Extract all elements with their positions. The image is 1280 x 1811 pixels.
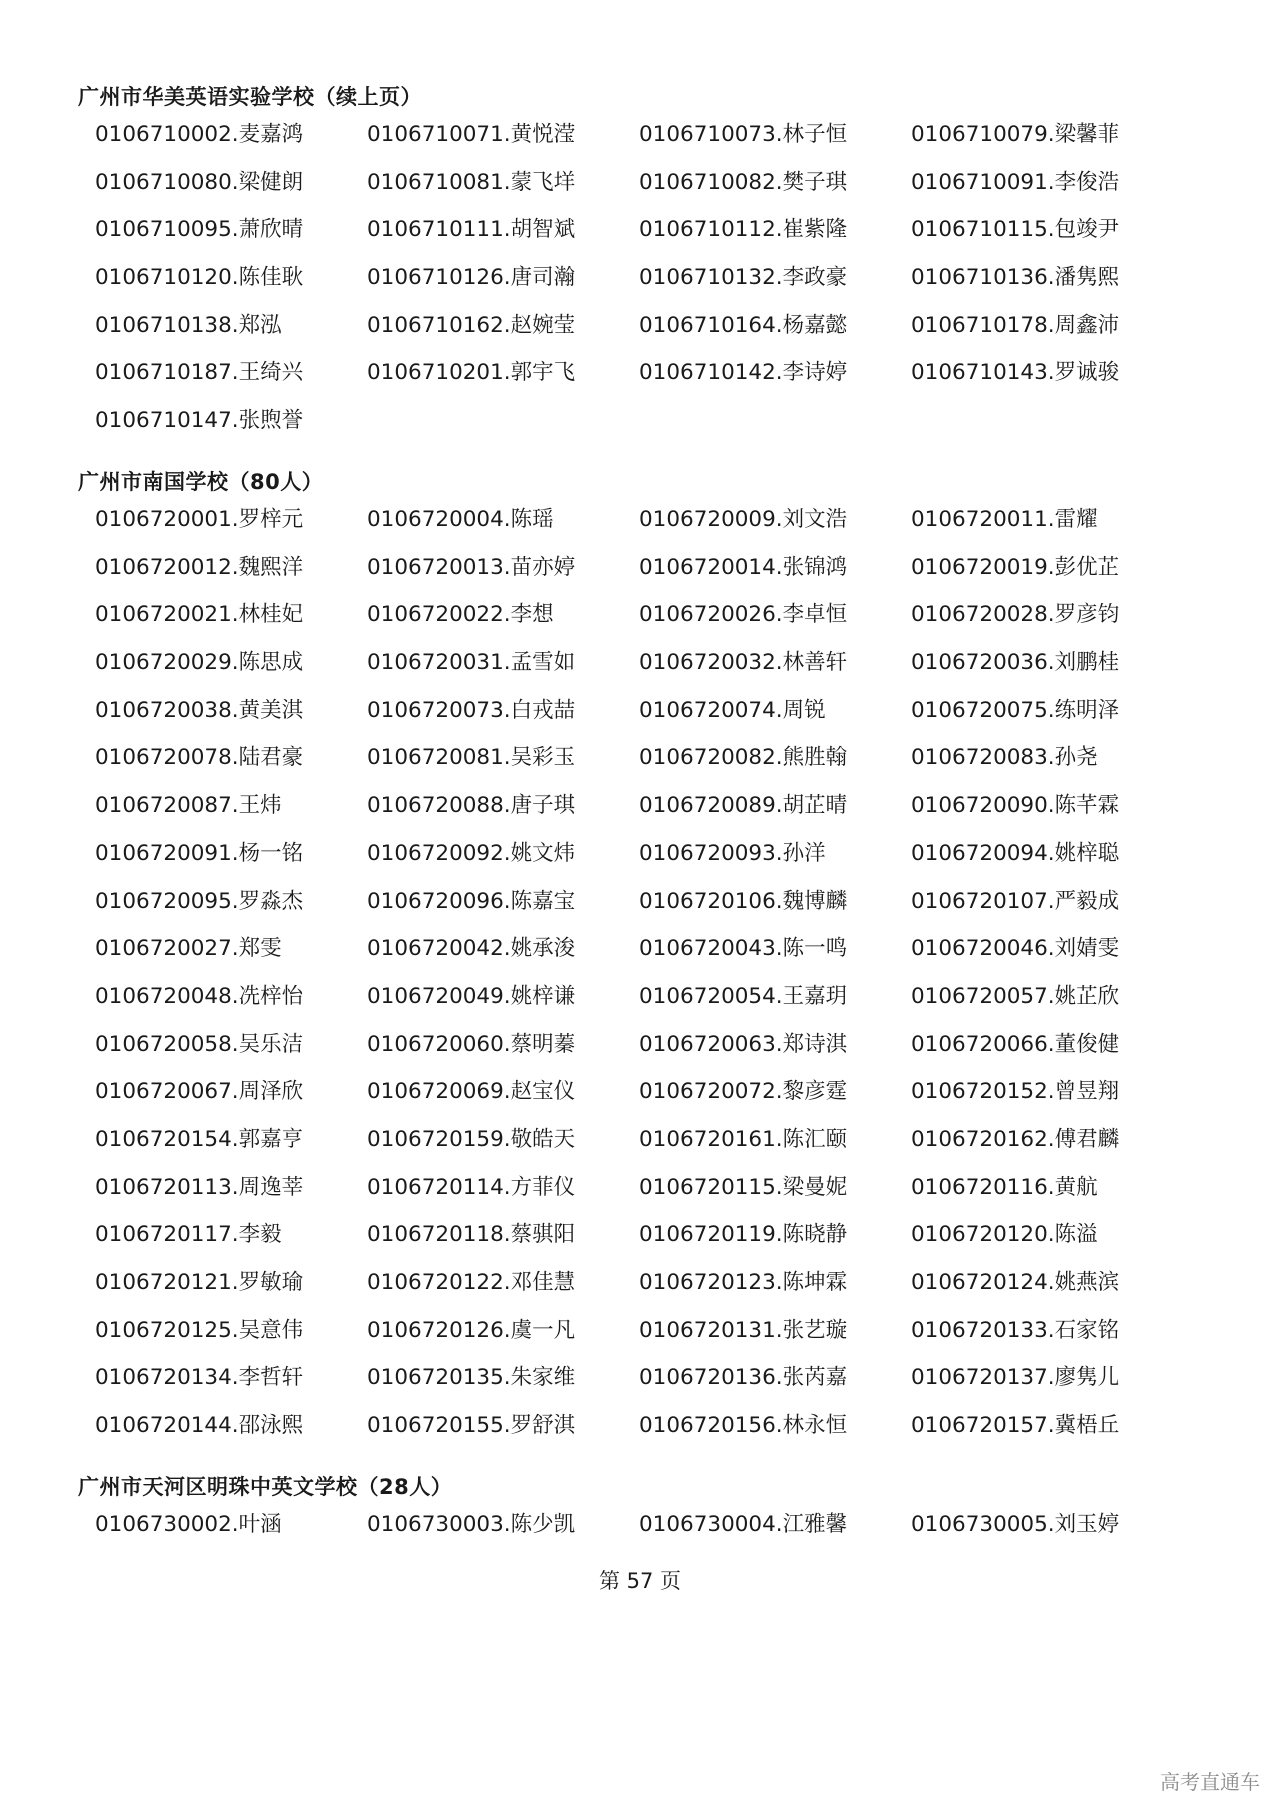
student-entry: 0106720154.郭嘉亨 bbox=[95, 1126, 304, 1152]
student-entry: 0106720019.彭优芷 bbox=[911, 554, 1120, 580]
student-entry: 0106720012.魏熙洋 bbox=[95, 554, 304, 580]
student-entry: 0106720069.赵宝仪 bbox=[367, 1079, 576, 1105]
student-entry: 0106720089.胡芷晴 bbox=[639, 793, 848, 819]
student-entry: 0106710073.林子恒 bbox=[639, 122, 848, 147]
student-entry: 0106720122.邓佳慧 bbox=[367, 1270, 576, 1295]
student-entry: 0106720066.董俊健 bbox=[911, 1031, 1120, 1057]
student-entry: 0106720114.方菲仪 bbox=[367, 1174, 576, 1200]
student-entry: 0106720131.张艺璇 bbox=[639, 1317, 848, 1343]
student-entry: 0106720043.陈一鸣 bbox=[639, 936, 848, 962]
student-entry: 0106720038.黄美淇 bbox=[95, 697, 304, 723]
school-section-nanguo bbox=[78, 467, 1218, 1459]
student-entry: 0106720067.周泽欣 bbox=[95, 1079, 304, 1105]
student-entry: 0106730004.江雅馨 bbox=[639, 1512, 848, 1537]
student-entry: 0106720136.张芮嘉 bbox=[639, 1365, 848, 1391]
student-entry: 0106720046.刘婧雯 bbox=[911, 936, 1120, 962]
student-entry: 0106710111.胡智斌 bbox=[367, 217, 576, 243]
school-title: 广州市南国学校（80人） bbox=[78, 470, 324, 494]
student-entry: 0106710079.梁馨菲 bbox=[911, 122, 1120, 147]
student-entry: 0106720137.廖隽儿 bbox=[911, 1365, 1120, 1391]
student-entry: 0106720156.林永恒 bbox=[639, 1413, 848, 1439]
student-entry: 0106720049.姚梓谦 bbox=[367, 983, 576, 1009]
student-entry: 0106710081.蒙飞垟 bbox=[367, 169, 576, 195]
student-entry: 0106720124.姚燕滨 bbox=[911, 1270, 1120, 1295]
student-entry: 0106720031.孟雪如 bbox=[367, 650, 576, 676]
student-entry: 0106720011.雷耀 bbox=[911, 507, 1098, 532]
student-entry: 0106720096.陈嘉宝 bbox=[367, 888, 576, 914]
student-entry: 0106720027.郑雯 bbox=[95, 936, 282, 962]
student-entry: 0106720121.罗敏瑜 bbox=[95, 1270, 304, 1295]
student-entry: 0106710082.樊子琪 bbox=[639, 169, 848, 195]
student-entry: 0106720014.张锦鸿 bbox=[639, 554, 848, 580]
student-entry: 0106710112.崔紫隆 bbox=[639, 217, 848, 243]
student-entry: 0106720116.黄航 bbox=[911, 1174, 1098, 1200]
student-entry: 0106710201.郭宇飞 bbox=[367, 360, 576, 386]
student-entry: 0106720113.周逸莘 bbox=[95, 1174, 304, 1200]
student-entry: 0106720013.苗亦婷 bbox=[367, 554, 576, 580]
student-entry: 0106710132.李政豪 bbox=[639, 265, 848, 291]
student-entry: 0106720135.朱家维 bbox=[367, 1365, 576, 1391]
student-entry: 0106710095.萧欣晴 bbox=[95, 217, 304, 243]
school-section-mingzhu bbox=[78, 1472, 1218, 1558]
student-entry: 0106710142.李诗婷 bbox=[639, 360, 848, 386]
student-entry: 0106720087.王炜 bbox=[95, 793, 282, 819]
student-entry: 0106720021.林桂妃 bbox=[95, 602, 304, 628]
student-entry: 0106720106.魏博麟 bbox=[639, 888, 848, 914]
student-entry: 0106720095.罗淼杰 bbox=[95, 888, 304, 914]
student-entry: 0106720054.王嘉玥 bbox=[639, 983, 848, 1009]
student-entry: 0106720009.刘文浩 bbox=[639, 507, 848, 532]
student-entry: 0106720118.蔡骐阳 bbox=[367, 1222, 576, 1248]
student-entry: 0106720107.严毅成 bbox=[911, 888, 1120, 914]
student-entry: 0106710187.王绮兴 bbox=[95, 360, 304, 386]
student-list bbox=[95, 1510, 1218, 1558]
student-entry: 0106720072.黎彦霆 bbox=[639, 1079, 848, 1105]
student-entry: 0106710002.麦嘉鸿 bbox=[95, 122, 304, 147]
student-entry: 0106720119.陈晓静 bbox=[639, 1222, 848, 1248]
student-entry: 0106720032.林善轩 bbox=[639, 650, 848, 676]
student-entry: 0106720159.敬皓天 bbox=[367, 1126, 576, 1152]
student-entry: 0106720134.李哲轩 bbox=[95, 1365, 304, 1391]
student-entry: 0106720074.周锐 bbox=[639, 697, 826, 723]
student-entry: 0106720058.吴乐洁 bbox=[95, 1031, 304, 1057]
school-title: 广州市天河区明珠中英文学校（28人） bbox=[78, 1475, 453, 1499]
student-entry: 0106720093.孙洋 bbox=[639, 840, 826, 866]
student-entry: 0106720036.刘鹏桂 bbox=[911, 650, 1120, 676]
student-entry: 0106720026.李卓恒 bbox=[639, 602, 848, 628]
student-entry: 0106720115.梁曼妮 bbox=[639, 1174, 848, 1200]
student-entry: 0106710162.赵婉莹 bbox=[367, 312, 576, 338]
student-entry: 0106720090.陈芊霖 bbox=[911, 793, 1120, 819]
student-entry: 0106720060.蔡明蓁 bbox=[367, 1031, 576, 1057]
student-entry: 0106720063.郑诗淇 bbox=[639, 1031, 848, 1057]
student-entry: 0106730002.叶涵 bbox=[95, 1512, 282, 1537]
student-entry: 0106720091.杨一铭 bbox=[95, 840, 304, 866]
student-entry: 0106710143.罗诚骏 bbox=[911, 360, 1120, 386]
student-entry: 0106720152.曾昱翔 bbox=[911, 1079, 1120, 1105]
student-entry: 0106720088.唐子琪 bbox=[367, 793, 576, 819]
student-entry: 0106710080.梁健朗 bbox=[95, 169, 304, 195]
student-entry: 0106720004.陈瑶 bbox=[367, 507, 554, 532]
student-entry: 0106720081.吴彩玉 bbox=[367, 745, 576, 771]
student-entry: 0106710164.杨嘉懿 bbox=[639, 312, 848, 338]
student-entry: 0106710147.张煦誉 bbox=[95, 408, 304, 434]
student-entry: 0106710115.包竣尹 bbox=[911, 217, 1120, 243]
student-list bbox=[95, 505, 1218, 1459]
student-entry: 0106720133.石家铭 bbox=[911, 1317, 1120, 1343]
watermark: 高考直通车 bbox=[1160, 1770, 1260, 1794]
student-entry: 0106710138.郑泓 bbox=[95, 312, 282, 338]
page-number: 第 57 页 bbox=[598, 1569, 682, 1593]
student-entry: 0106720125.吴意伟 bbox=[95, 1317, 304, 1343]
student-entry: 0106720042.姚承浚 bbox=[367, 936, 576, 962]
student-list bbox=[95, 120, 1218, 454]
student-entry: 0106730005.刘玉婷 bbox=[911, 1512, 1120, 1537]
student-entry: 0106720057.姚芷欣 bbox=[911, 983, 1120, 1009]
school-title: 广州市华美英语实验学校（续上页） bbox=[78, 85, 422, 109]
student-entry: 0106730003.陈少凯 bbox=[367, 1512, 576, 1537]
student-entry: 0106720048.冼梓怡 bbox=[95, 983, 304, 1009]
student-entry: 0106720155.罗舒淇 bbox=[367, 1413, 576, 1439]
student-entry: 0106720028.罗彦钧 bbox=[911, 602, 1120, 628]
student-entry: 0106720082.熊胜翰 bbox=[639, 745, 848, 771]
student-entry: 0106720073.白戎喆 bbox=[367, 697, 576, 723]
student-entry: 0106710091.李俊浩 bbox=[911, 169, 1120, 195]
student-entry: 0106710136.潘隽熙 bbox=[911, 265, 1120, 291]
student-entry: 0106720144.邵泳熙 bbox=[95, 1413, 304, 1439]
student-entry: 0106720162.傅君麟 bbox=[911, 1126, 1120, 1152]
student-entry: 0106710178.周鑫沛 bbox=[911, 312, 1120, 338]
school-section-huamei bbox=[78, 82, 1218, 454]
student-entry: 0106710120.陈佳耿 bbox=[95, 265, 304, 291]
student-entry: 0106720126.虞一凡 bbox=[367, 1317, 576, 1343]
student-entry: 0106720078.陆君豪 bbox=[95, 745, 304, 771]
student-entry: 0106720157.冀梧丘 bbox=[911, 1413, 1120, 1439]
student-entry: 0106710126.唐司瀚 bbox=[367, 265, 576, 291]
student-entry: 0106720092.姚文炜 bbox=[367, 840, 576, 866]
student-entry: 0106720117.李毅 bbox=[95, 1222, 282, 1248]
student-entry: 0106720083.孙尧 bbox=[911, 745, 1098, 771]
student-entry: 0106720001.罗梓元 bbox=[95, 507, 304, 532]
student-entry: 0106720094.姚梓聪 bbox=[911, 840, 1120, 866]
student-entry: 0106720075.练明泽 bbox=[911, 697, 1120, 723]
student-entry: 0106720029.陈思成 bbox=[95, 650, 304, 676]
student-entry: 0106720161.陈汇颐 bbox=[639, 1126, 848, 1152]
student-entry: 0106710071.黄悦滢 bbox=[367, 122, 576, 147]
student-entry: 0106720123.陈坤霖 bbox=[639, 1270, 848, 1295]
student-entry: 0106720022.李想 bbox=[367, 602, 554, 628]
student-entry: 0106720120.陈溢 bbox=[911, 1222, 1098, 1248]
